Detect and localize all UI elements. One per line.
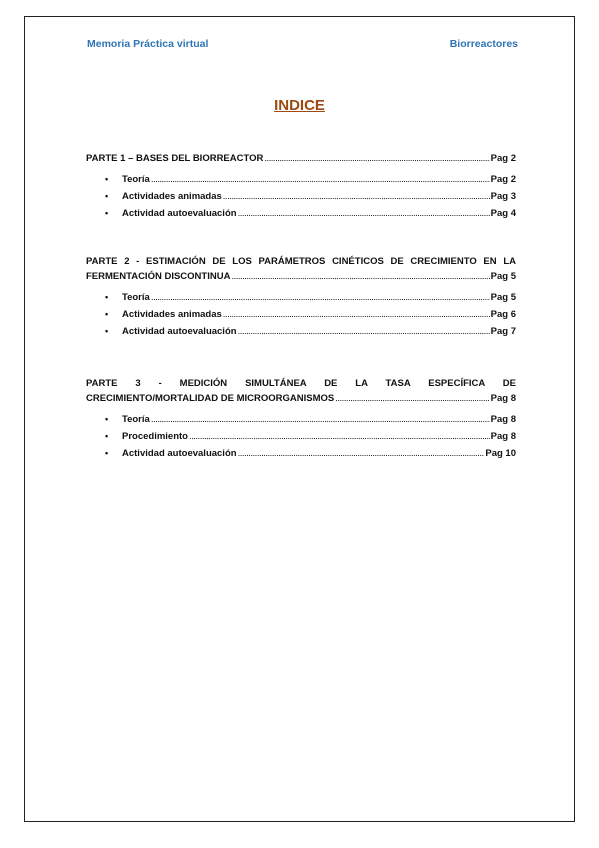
bullet-icon: • [105, 309, 109, 319]
bullet-icon: • [105, 292, 109, 302]
toc-part-3 [86, 376, 516, 463]
toc-item-label: Actividad autoevaluación [122, 326, 237, 337]
toc-part-2 [86, 254, 516, 341]
toc-item[interactable] [86, 290, 516, 305]
dot-leader [223, 189, 490, 204]
toc-item-label: Teoría [122, 174, 150, 185]
index-title: INDICE [274, 97, 325, 114]
toc-item[interactable] [86, 446, 516, 461]
toc-item-label: Actividad autoevaluación [122, 448, 237, 459]
dot-leader [335, 391, 489, 406]
bullet-icon: • [105, 174, 109, 184]
toc-item-label: Teoría [122, 414, 150, 425]
toc-page-number: Pag 8 [490, 414, 516, 425]
toc-page-number: Pag 2 [490, 153, 516, 164]
toc-item-label: Actividades animadas [122, 309, 222, 320]
toc-page-number: Pag 5 [490, 292, 516, 303]
toc-part-title-line: PARTE 2 - ESTIMACIÓN DE LOS PARÁMETROS CINÉTICOS DE CRECIMIENTO EN LA [86, 256, 516, 267]
toc-page-number: Pag 8 [490, 393, 516, 404]
bullet-icon: • [105, 414, 109, 424]
dot-leader [151, 290, 490, 305]
dot-leader [238, 206, 490, 221]
toc-page-number: Pag 10 [485, 448, 516, 459]
dot-leader [189, 429, 490, 444]
toc-item-list [86, 290, 516, 339]
dot-leader [151, 172, 490, 187]
header-right-text: Biorreactores [449, 38, 518, 50]
toc-part-title-line: PARTE 3 - MEDICIÓN SIMULTÁNEA DE LA TASA ESPECÍFICA DE [86, 378, 516, 389]
toc-part-heading[interactable] [86, 151, 516, 166]
toc-page-number: Pag 4 [490, 208, 516, 219]
toc-page-number: Pag 3 [490, 191, 516, 202]
toc-page-number: Pag 6 [490, 309, 516, 320]
toc-page-number: Pag 2 [490, 174, 516, 185]
bullet-icon: • [105, 431, 109, 441]
toc-item-label: Procedimiento [122, 431, 188, 442]
toc-item-label: Actividad autoevaluación [122, 208, 237, 219]
toc-page-number: Pag 8 [490, 431, 516, 442]
dot-leader [223, 307, 490, 322]
dot-leader [151, 412, 490, 427]
toc-item[interactable] [86, 324, 516, 339]
toc-part-title: CRECIMIENTO/MORTALIDAD DE MICROORGANISMOS [86, 393, 335, 404]
toc-item-list [86, 172, 516, 221]
toc-item-label: Teoría [122, 292, 150, 303]
header-left-text: Memoria Práctica virtual [87, 38, 209, 50]
dot-leader [238, 446, 485, 461]
toc-part-heading[interactable] [86, 269, 516, 284]
bullet-icon: • [105, 208, 109, 218]
document-page [24, 16, 575, 822]
page-header [87, 38, 518, 50]
toc-item[interactable] [86, 412, 516, 427]
bullet-icon: • [105, 326, 109, 336]
toc-part-1 [86, 151, 516, 223]
dot-leader [238, 324, 490, 339]
dot-leader [264, 151, 489, 166]
toc-page-number: Pag 7 [490, 326, 516, 337]
toc-item-list [86, 412, 516, 461]
toc-page-number: Pag 5 [490, 271, 516, 282]
toc-item[interactable] [86, 307, 516, 322]
bullet-icon: • [105, 191, 109, 201]
toc-part-title: FERMENTACIÓN DISCONTINUA [86, 271, 231, 282]
toc-item-label: Actividades animadas [122, 191, 222, 202]
dot-leader [231, 269, 489, 284]
toc-item[interactable] [86, 189, 516, 204]
toc-item[interactable] [86, 172, 516, 187]
toc-item[interactable] [86, 206, 516, 221]
bullet-icon: • [105, 448, 109, 458]
toc-part-title: PARTE 1 – BASES DEL BIORREACTOR [86, 153, 264, 164]
toc-item[interactable] [86, 429, 516, 444]
toc-part-heading[interactable] [86, 391, 516, 406]
